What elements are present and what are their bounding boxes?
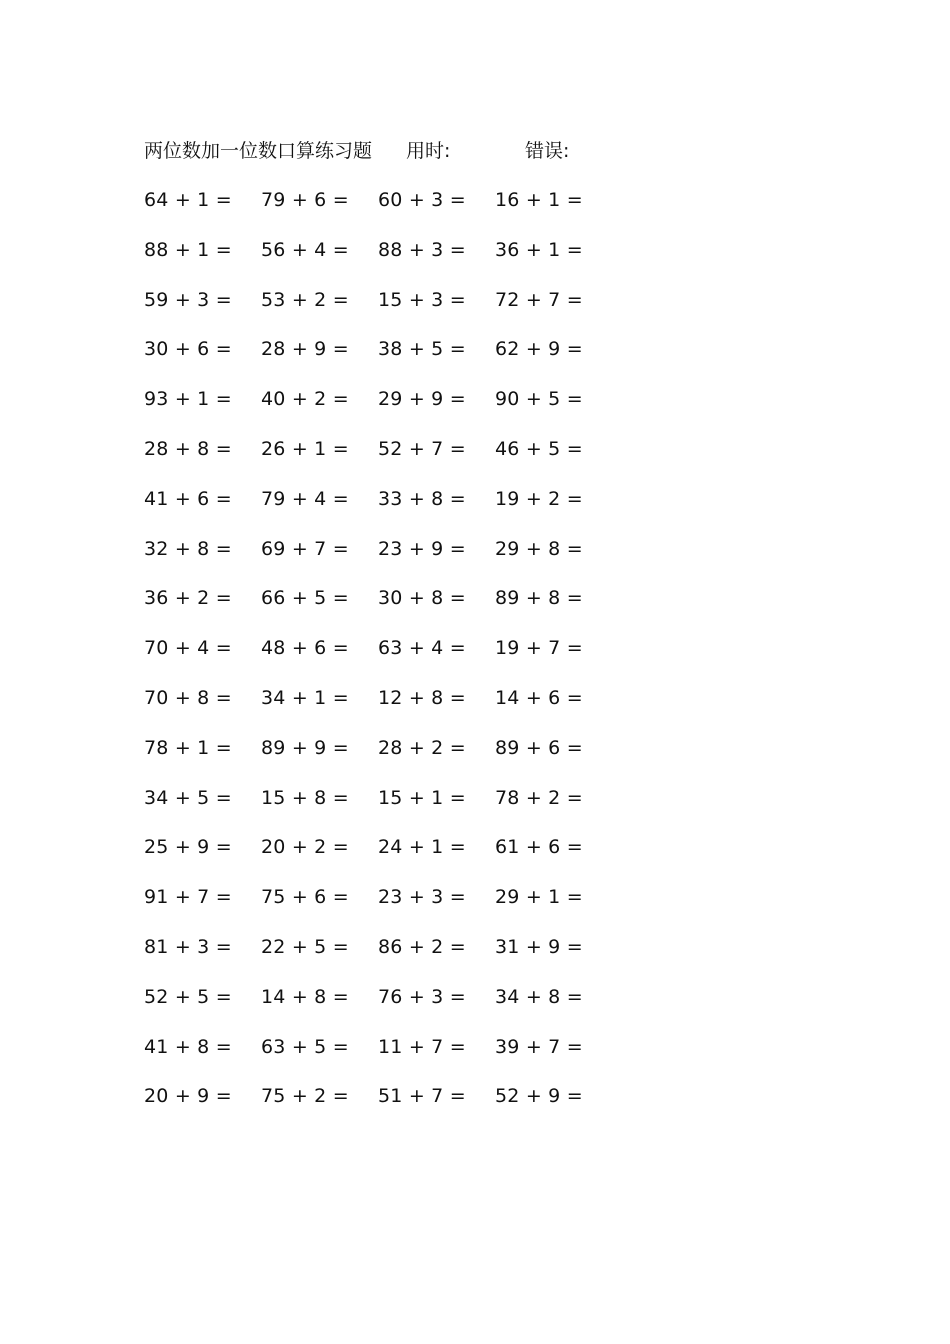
- problem-item: 24 + 1 =: [378, 836, 466, 859]
- problem-row: [144, 1081, 614, 1131]
- problem-item: 28 + 8 =: [144, 437, 232, 460]
- problem-item: 93 + 1 =: [144, 388, 232, 411]
- problem-item: 34 + 8 =: [495, 985, 583, 1008]
- problem-item: 51 + 7 =: [378, 1085, 466, 1108]
- problem-item: 36 + 2 =: [144, 587, 232, 610]
- problem-item: 30 + 6 =: [144, 338, 232, 361]
- problem-item: 79 + 6 =: [261, 189, 349, 211]
- problem-item: 25 + 9 =: [144, 836, 232, 859]
- problem-item: 19 + 7 =: [495, 637, 583, 660]
- problem-item: 81 + 3 =: [144, 935, 232, 958]
- problem-item: 28 + 2 =: [378, 736, 466, 759]
- problem-item: 41 + 6 =: [144, 487, 232, 510]
- problem-row: [144, 434, 614, 484]
- problem-item: 22 + 5 =: [261, 935, 349, 958]
- problem-item: 52 + 5 =: [144, 985, 232, 1008]
- problem-item: 34 + 5 =: [144, 786, 232, 809]
- problem-item: 75 + 6 =: [261, 886, 349, 909]
- problem-item: 15 + 1 =: [378, 786, 466, 809]
- problem-row: [144, 185, 614, 235]
- problem-item: 64 + 1 =: [144, 189, 232, 211]
- problem-item: 63 + 4 =: [378, 637, 466, 660]
- problem-item: 60 + 3 =: [378, 189, 466, 211]
- problem-item: 89 + 8 =: [495, 587, 583, 610]
- problem-item: 88 + 3 =: [378, 238, 466, 261]
- problem-item: 28 + 9 =: [261, 338, 349, 361]
- problem-item: 12 + 8 =: [378, 686, 466, 709]
- problem-item: 15 + 8 =: [261, 786, 349, 809]
- problem-item: 62 + 9 =: [495, 338, 583, 361]
- problem-row: [144, 384, 614, 434]
- problem-item: 70 + 8 =: [144, 686, 232, 709]
- problem-item: 36 + 1 =: [495, 238, 583, 261]
- problem-item: 46 + 5 =: [495, 437, 583, 460]
- problem-item: 78 + 1 =: [144, 736, 232, 759]
- problem-item: 34 + 1 =: [261, 686, 349, 709]
- problem-item: 11 + 7 =: [378, 1035, 466, 1058]
- problem-row: [144, 783, 614, 833]
- problem-item: 75 + 2 =: [261, 1085, 349, 1108]
- problem-row: [144, 683, 614, 733]
- problem-item: 40 + 2 =: [261, 388, 349, 411]
- problem-item: 48 + 6 =: [261, 637, 349, 660]
- problem-item: 69 + 7 =: [261, 537, 349, 560]
- problem-item: 38 + 5 =: [378, 338, 466, 361]
- problem-row: [144, 832, 614, 882]
- problem-item: 23 + 3 =: [378, 886, 466, 909]
- problem-item: 26 + 1 =: [261, 437, 349, 460]
- problem-item: 66 + 5 =: [261, 587, 349, 610]
- problem-item: 89 + 9 =: [261, 736, 349, 759]
- problem-item: 23 + 9 =: [378, 537, 466, 560]
- problem-row: [144, 932, 614, 982]
- problem-item: 86 + 2 =: [378, 935, 466, 958]
- worksheet-title: 两位数加一位数口算练习题: [144, 140, 373, 162]
- problem-item: 53 + 2 =: [261, 288, 349, 311]
- problem-item: 52 + 7 =: [378, 437, 466, 460]
- problem-row: [144, 982, 614, 1032]
- problem-item: 76 + 3 =: [378, 985, 466, 1008]
- problem-item: 16 + 1 =: [495, 189, 583, 211]
- problem-item: 29 + 8 =: [495, 537, 583, 560]
- problem-item: 63 + 5 =: [261, 1035, 349, 1058]
- errors-label: 错误:: [525, 140, 570, 162]
- problem-item: 33 + 8 =: [378, 487, 466, 510]
- problem-item: 70 + 4 =: [144, 637, 232, 660]
- problem-item: 32 + 8 =: [144, 537, 232, 560]
- problem-item: 29 + 9 =: [378, 388, 466, 411]
- problem-item: 61 + 6 =: [495, 836, 583, 859]
- problem-row: [144, 583, 614, 633]
- problem-item: 19 + 2 =: [495, 487, 583, 510]
- problem-item: 88 + 1 =: [144, 238, 232, 261]
- time-label: 用时:: [406, 140, 451, 162]
- problem-item: 41 + 8 =: [144, 1035, 232, 1058]
- problem-item: 72 + 7 =: [495, 288, 583, 311]
- problem-item: 52 + 9 =: [495, 1085, 583, 1108]
- problem-item: 29 + 1 =: [495, 886, 583, 909]
- problem-row: [144, 733, 614, 783]
- problem-row: [144, 633, 614, 683]
- problem-row: [144, 285, 614, 335]
- problem-item: 15 + 3 =: [378, 288, 466, 311]
- problem-item: 39 + 7 =: [495, 1035, 583, 1058]
- problem-item: 56 + 4 =: [261, 238, 349, 261]
- problem-item: 78 + 2 =: [495, 786, 583, 809]
- problem-row: [144, 534, 614, 584]
- problem-item: 14 + 6 =: [495, 686, 583, 709]
- problem-item: 14 + 8 =: [261, 985, 349, 1008]
- worksheet-header: [144, 136, 604, 166]
- problem-item: 59 + 3 =: [144, 288, 232, 311]
- problem-row: [144, 882, 614, 932]
- problem-row: [144, 235, 614, 285]
- problem-item: 79 + 4 =: [261, 487, 349, 510]
- problem-item: 20 + 2 =: [261, 836, 349, 859]
- problem-item: 90 + 5 =: [495, 388, 583, 411]
- problem-item: 20 + 9 =: [144, 1085, 232, 1108]
- problem-row: [144, 1032, 614, 1082]
- problem-row: [144, 334, 614, 384]
- problem-grid: [144, 185, 614, 1131]
- problem-item: 91 + 7 =: [144, 886, 232, 909]
- problem-row: [144, 484, 614, 534]
- problem-item: 89 + 6 =: [495, 736, 583, 759]
- problem-item: 30 + 8 =: [378, 587, 466, 610]
- problem-item: 31 + 9 =: [495, 935, 583, 958]
